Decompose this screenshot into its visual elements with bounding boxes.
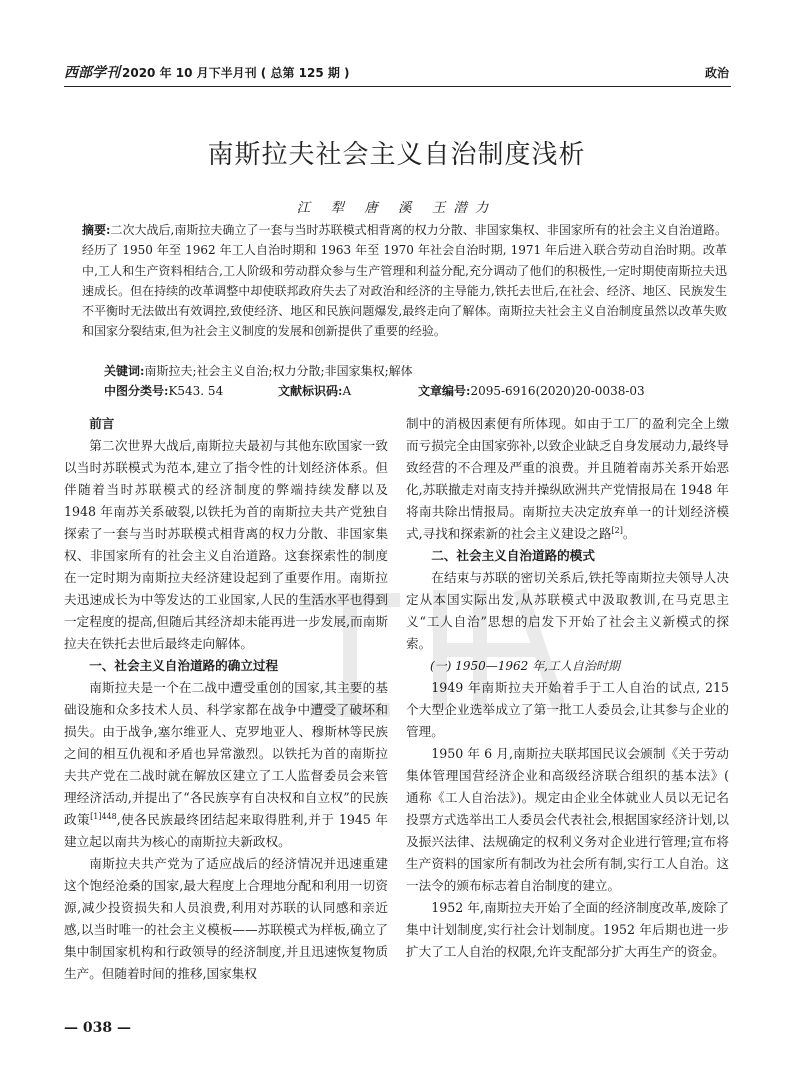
right-column — [406, 413, 729, 963]
paragraph: 南斯拉夫共产党为了适应战后的经济情况并迅速重建这个饱经沧桑的国家,最大程度上合理地分配和利用一切资源,减少投资损失和人员浪费,利用对苏联的认同感和亲近感,以当时唯一的社会主义模板——苏联模式为样板,确立了集中制国家机构和行政领导的经济制度,并且迅速恢复物质生产。但随着时间的推移,国家集权 — [64, 856, 388, 981]
subsection-heading: (一) 1950—1962 年,工人自治时期 — [430, 659, 620, 673]
paragraph: 在结束与苏联的密切关系后,铁托等南斯拉夫领导人决定从本国实际出发,从苏联模式中汲取教训,在马克思主义“工人自治”思想的启发下开始了社会主义新模式的探索。 — [406, 570, 729, 651]
keywords — [104, 361, 727, 381]
paragraph-text: 南斯拉夫是一个在二战中遭受重创的国家,其主要的基础设施和众多技术人员、科学家都在战争中遭受了破坏和损失。由于战争,塞尔维亚人、克罗地亚人、穆斯林等民族之间的相互仇视和矛盾也异常激烈。以铁托为首的南斯拉夫共产党在二战时就在解放区建立了工人监督委员会来管理经济活动,并提出了“各民族享有自决权和自立权”的民族政策 — [64, 680, 388, 827]
paragraph — [406, 413, 729, 545]
section-heading-1: 一、社会主义自治道路的确立过程 — [89, 658, 279, 673]
paragraph-text: ,使各民族最终团结起来取得胜利,并于 1945 年建立起以南共为核心的南斯拉夫新政权。 — [64, 812, 388, 849]
article-number-value: 2095-6916(2020)20-0038-03 — [470, 384, 645, 398]
doc-code-value: A — [342, 384, 352, 398]
clc-label: 中图分类号: — [104, 384, 169, 398]
citation: [2] — [611, 525, 623, 535]
running-header — [64, 62, 350, 82]
page-number: — 038 — — [64, 1020, 131, 1036]
article-number-label: 文章编号: — [418, 384, 471, 398]
journal-name: 西部学刊 — [64, 65, 120, 81]
keywords-text: 南斯拉夫;社会主义自治;权力分散;非国家集权;解体 — [144, 364, 413, 378]
header-rule — [64, 86, 731, 87]
paragraph-text: 。 — [622, 526, 636, 541]
section-label: 政治 — [704, 66, 729, 80]
citation: [1]448 — [90, 811, 117, 821]
doc-code-label: 文献标识码: — [278, 384, 343, 398]
issue-info: 2020 年 10 月下半月刊 ( 总第 125 期 ) — [122, 66, 350, 80]
classification-line — [104, 381, 727, 401]
paragraph: 1949 年南斯拉夫开始着手于工人自治的试点, 215 个大型企业选举成立了第一批工人委员会,让其参与企业的管理。 — [406, 680, 729, 739]
section-heading-intro: 前言 — [89, 416, 115, 431]
clc-value: K543. 54 — [168, 384, 224, 398]
paragraph: 1952 年,南斯拉夫开始了全面的经济制度改革,废除了集中计划制度,实行社会计划制度。1952 年后期也进一步扩大了工人自治的权限,允许支配部分扩大再生产的资金。 — [406, 900, 729, 959]
paragraph: 第二次世界大战后,南斯拉夫最初与其他东欧国家一致以当时苏联模式为范本,建立了指令性的计划经济体系。但伴随着当时苏联模式的经济制度的弊端持续发酵以及 1948 年南苏关系破裂,以铁托为首的南斯拉夫共产党独自探索了一套与当时苏联模式相背离的权力分散、非国家集权、非国家所有的社会主义自治道路。这套探索性的制度在一定时期为南斯拉夫经济建设起到了重要作用。南斯拉夫迅速成长为中等发达的工业国家,人民的生活水平也得到一定程度的提高,但随后其经济却未能再进一步发展,而南斯拉夫在铁托去世后最终走向解体。 — [64, 438, 388, 651]
article-title: 南斯拉夫社会主义自治制度浅析 — [207, 140, 586, 170]
abstract — [82, 220, 727, 342]
left-column — [64, 413, 388, 985]
paragraph-text: 制中的消极因素便有所体现。如由于工厂的盈利完全上缴而亏损完全由国家弥补,以致企业缺乏自身发展动力,最终导致经营的不合理及严重的浪费。并且随着南苏关系开始恶化,苏联撤走对南支持并操纵欧洲共产党情报局在 1948 年将南共除出情报局。南斯拉夫决定放弃单一的计划经济模式,寻找和探索新的社会主义建设之路 — [406, 416, 729, 541]
article-authors: 江 犁 唐 溪 王潜力 — [296, 200, 497, 216]
paragraph — [64, 677, 388, 853]
abstract-label: 摘要: — [82, 223, 111, 237]
keywords-label: 关键词: — [104, 364, 145, 378]
abstract-text: 二次大战后,南斯拉夫确立了一套与当时苏联模式相背离的权力分散、非国家集权、非国家所有的社会主义自治道路。经历了 1950 年至 1962 年工人自治时期和 1963 年至 1970 年社会自治时期, 1971 年后进入联合劳动自治时期。改革中,工人和生产资料相结合,工人阶级和劳动群众参与生产管理和利益分配,充分调动了他们的积极性,一定时期使南斯拉夫迅速成长。但在持续的改革调整中却使联邦政府失去了对政治和经济的主导能力,铁托去世后,在社会、经济、地区、民族发生不平衡时无法做出有效调控,致使经济、地区和民族问题爆发,最终走向了解体。南斯拉夫社会主义自治制度虽然以改革失败和国家分裂结束,但为社会主义制度的发展和创新提供了重要的经验。 — [82, 223, 727, 339]
paragraph: 1950 年 6 月,南斯拉夫联邦国民议会颁制《关于劳动集体管理国营经济企业和高级经济联合组织的基本法》( 通称《工人自治法》)。规定由企业全体就业人员以无记名投票方式选举出工人委员会代表社会,根据国家经济计划,以及振兴法律、法规确定的权利义务对企业进行管理;宣布将生产资料的国家所有制改为社会所有制,实行工人自治。这一法令的颁布标志着自治制度的建立。 — [406, 746, 729, 893]
section-heading-2: 二、社会主义自治道路的模式 — [431, 548, 595, 563]
